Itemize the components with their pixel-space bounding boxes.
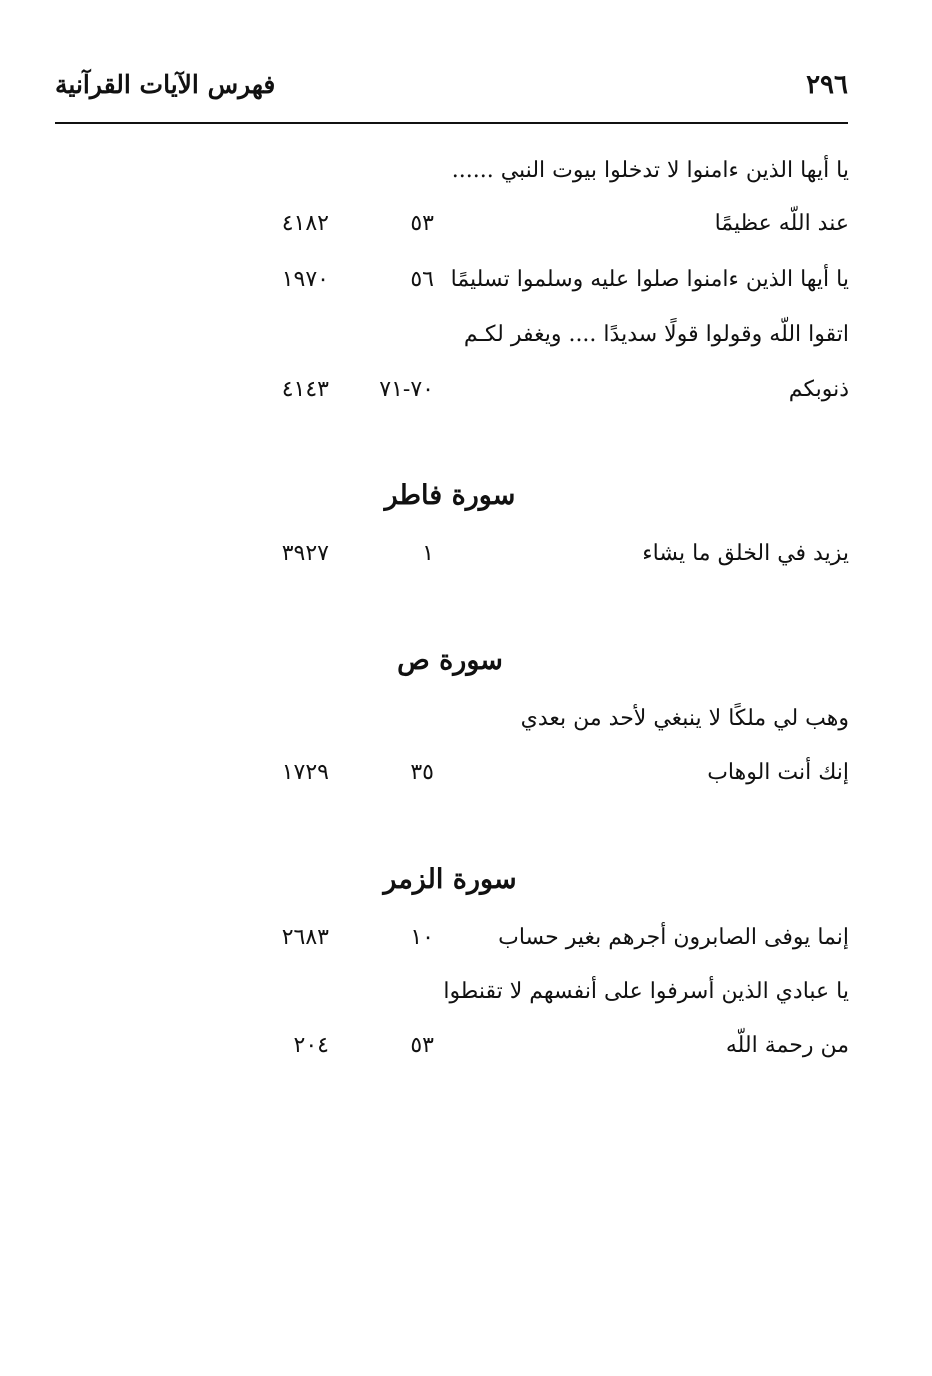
verse-number: ٥٣: [410, 1033, 434, 1058]
surah-heading: سورة فاطر: [384, 480, 516, 511]
verse-text: اتقوا اللّه وقولوا قولًا سديدًا .... ويغفر لكـم: [463, 322, 849, 347]
hadith-number: ١٩٧٠: [281, 267, 329, 292]
verse-text: يا عبادي الذين أسرفوا على أنفسهم لا تقنطوا: [443, 979, 849, 1004]
hadith-number: ٤١٨٢: [281, 211, 329, 236]
verse-number: ١٠: [410, 925, 434, 950]
verse-text: يا أيها الذين ءامنوا لا تدخلوا بيوت النبي ......: [451, 158, 849, 183]
hadith-number: ٣٩٢٧: [281, 541, 329, 566]
verse-text: وهب لي ملكًا لا ينبغي لأحد من بعدي: [520, 706, 849, 731]
index-entry-line: [0, 979, 932, 1019]
header-rule: [55, 122, 848, 124]
index-entry-line: [0, 541, 932, 581]
verse-number: ١: [422, 541, 434, 566]
hadith-number: ١٧٢٩: [281, 760, 329, 785]
verse-number: ٧٠-٧١: [379, 377, 434, 402]
index-entry-line: [0, 322, 932, 362]
verse-number: ٥٦: [410, 267, 434, 292]
verse-text: يا أيها الذين ءامنوا صلوا عليه وسلموا تسليمًا: [450, 267, 849, 292]
index-entry-line: [0, 1033, 932, 1073]
surah-heading: سورة الزمر: [383, 864, 517, 895]
surah-heading: سورة ص: [397, 645, 503, 676]
index-entry-line: [0, 925, 932, 965]
index-entry-line: [0, 267, 932, 307]
index-entry-line: [0, 158, 932, 198]
page-number: ٢٩٦: [806, 70, 848, 100]
index-entry-line: [0, 211, 932, 251]
hadith-number: ٢٦٨٣: [281, 925, 329, 950]
verse-text: ذنوبكم: [788, 377, 849, 402]
verse-text: إنما يوفى الصابرون أجرهم بغير حساب: [498, 925, 849, 950]
verse-text: عند اللّه عظيمًا: [714, 211, 849, 236]
index-entry-line: [0, 706, 932, 746]
verse-text: من رحمة اللّه: [725, 1033, 849, 1058]
verse-number: ٥٣: [410, 211, 434, 236]
verse-text: إنك أنت الوهاب: [707, 760, 849, 785]
hadith-number: ٢٠٤: [293, 1033, 329, 1058]
index-entry-line: [0, 377, 932, 417]
verse-text: يزيد في الخلق ما يشاء: [642, 541, 849, 566]
verse-number: ٣٥: [410, 760, 434, 785]
index-entry-line: [0, 760, 932, 800]
page-header: [55, 70, 848, 110]
running-title: فهرس الآيات القرآنية: [55, 70, 276, 99]
hadith-number: ٤١٤٣: [281, 377, 329, 402]
